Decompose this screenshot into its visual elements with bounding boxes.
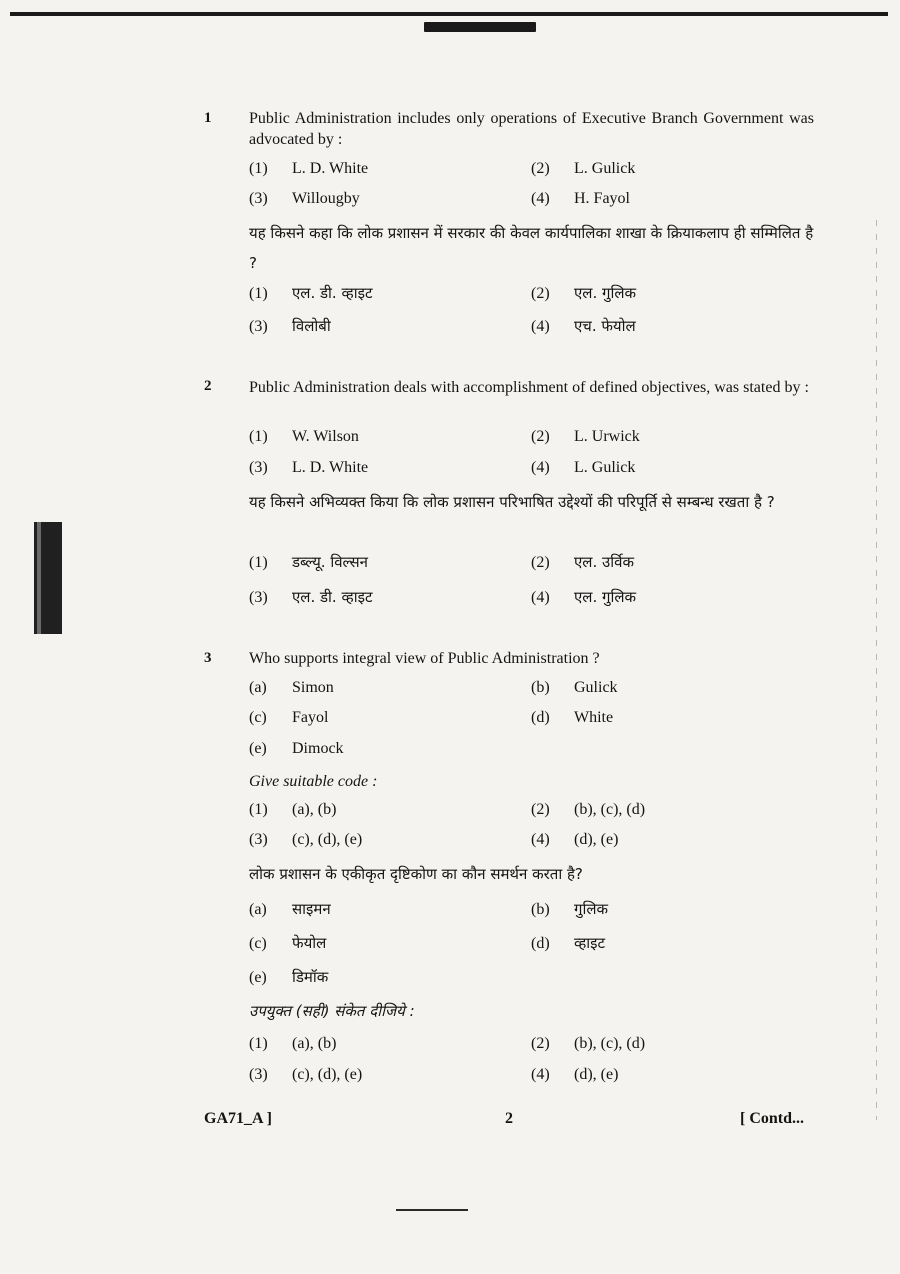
option-row	[249, 316, 849, 340]
option: (2) (b), (c), (d)	[531, 801, 646, 818]
scan-edge-dots	[876, 220, 877, 1120]
item: (d) व्हाइट	[531, 934, 606, 952]
question-stem-hi: यह किसने कहा कि लोक प्रशासन में सरकार की केवल कार्यपालिका शाखा के क्रियाकलाप ही सम्मिलित है ?	[249, 224, 814, 272]
option-row	[249, 1066, 849, 1090]
item: (c) फेयोल	[249, 934, 327, 952]
option: (4) (d), (e)	[531, 1066, 619, 1083]
item: (c) Fayol	[249, 709, 329, 726]
option-row	[249, 1035, 849, 1059]
question-number: 1	[204, 110, 212, 126]
option: (2) L. Gulick	[531, 160, 636, 177]
option-row	[249, 190, 849, 214]
item: (e) डिमॉक	[249, 968, 329, 986]
question-stem-en: Who supports integral view of Public Administration ?	[249, 650, 600, 667]
option: (1) L. D. White	[249, 160, 369, 177]
item-row	[249, 967, 849, 991]
header-print-mark	[424, 22, 536, 32]
option: (3) Willougby	[249, 190, 360, 207]
option: (2) L. Urwick	[531, 428, 640, 445]
option-row	[249, 428, 849, 452]
option: (1) एल. डी. व्हाइट	[249, 284, 373, 302]
code-instruction-hi: उपयुक्त (सही) संकेत दीजिये :	[249, 1002, 415, 1020]
header-rule	[10, 12, 888, 16]
footer-rule	[396, 1209, 468, 1211]
item-row	[249, 933, 849, 957]
option-row	[249, 160, 849, 184]
option: (4) एल. गुलिक	[531, 588, 637, 606]
item-row	[249, 679, 849, 703]
option: (4) (d), (e)	[531, 831, 619, 848]
item-row	[249, 709, 849, 733]
item: (a) साइमन	[249, 900, 331, 918]
option: (1) W. Wilson	[249, 428, 359, 445]
scan-edge-mark	[34, 522, 62, 634]
option: (4) L. Gulick	[531, 459, 636, 476]
item: (b) Gulick	[531, 679, 618, 696]
option: (3) (c), (d), (e)	[249, 1066, 363, 1083]
item-row	[249, 740, 849, 764]
option-row	[249, 552, 849, 576]
option-row	[249, 801, 849, 825]
item: (d) White	[531, 709, 614, 726]
option: (1) डब्ल्यू. विल्सन	[249, 553, 368, 571]
option: (4) H. Fayol	[531, 190, 630, 207]
item: (a) Simon	[249, 679, 334, 696]
continued-label: [ Contd...	[740, 1110, 805, 1127]
option: (3) विलोबी	[249, 317, 331, 335]
item: (e) Dimock	[249, 740, 344, 757]
option: (1) (a), (b)	[249, 801, 337, 818]
item-row	[249, 899, 849, 923]
question-number: 2	[204, 378, 212, 394]
option: (2) (b), (c), (d)	[531, 1035, 646, 1052]
option: (2) एल. उर्विक	[531, 553, 634, 571]
paper-code: GA71_A ]	[204, 1110, 272, 1127]
option: (1) (a), (b)	[249, 1035, 337, 1052]
option-row	[249, 831, 849, 855]
question-stem-en: Public Administration includes only operations of Executive Branch Government was advocated by :	[249, 110, 814, 148]
question-stem-hi: लोक प्रशासन के एकीकृत दृष्टिकोण का कौन समर्थन करता है?	[249, 865, 583, 883]
question-stem-en: Public Administration deals with accomplishment of defined objectives, was stated by :	[249, 379, 809, 396]
option-row	[249, 459, 849, 483]
page-number: 2	[505, 1110, 513, 1127]
item: (b) गुलिक	[531, 900, 609, 918]
option: (3) एल. डी. व्हाइट	[249, 588, 373, 606]
question-number: 3	[204, 650, 212, 666]
option: (3) L. D. White	[249, 459, 369, 476]
option-row	[249, 283, 849, 307]
option: (4) एच. फेयोल	[531, 317, 636, 335]
question-stem-hi: यह किसने अभिव्यक्त किया कि लोक प्रशासन परिभाषित उद्देश्यों की परिपूर्ति से सम्बन्ध रखता है ?	[249, 493, 775, 511]
code-instruction-en: Give suitable code :	[249, 773, 378, 790]
option-row	[249, 587, 849, 611]
option: (2) एल. गुलिक	[531, 284, 637, 302]
option: (3) (c), (d), (e)	[249, 831, 363, 848]
